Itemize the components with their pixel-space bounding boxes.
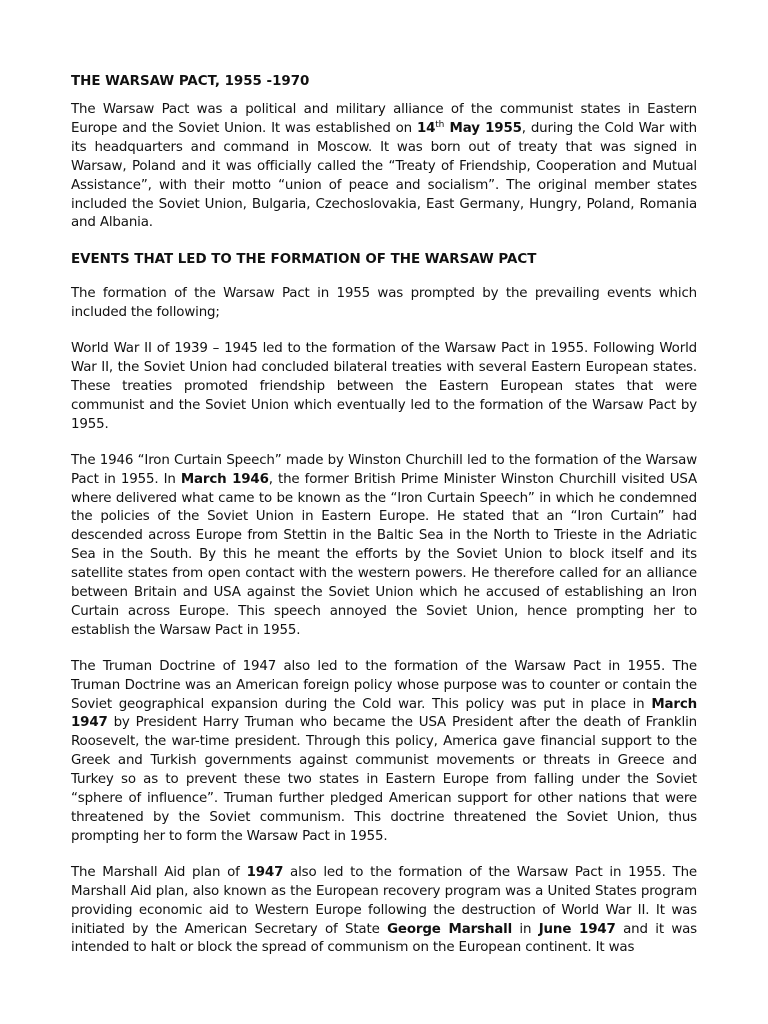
marshall-date: June 1947 bbox=[538, 921, 616, 937]
marshall-text-4: and it was intended to halt or block the spread of communism on the European continent. It was bbox=[71, 921, 697, 956]
marshall-name: George Marshall bbox=[387, 921, 513, 937]
section-heading: EVENTS THAT LED TO THE FORMATION OF THE WARSAW PACT bbox=[71, 252, 537, 268]
intro-date-month: May 1955 bbox=[444, 120, 522, 136]
document-title: THE WARSAW PACT, 1955 -1970 bbox=[71, 74, 310, 89]
marshall-paragraph bbox=[71, 864, 697, 959]
intro-paragraph bbox=[71, 101, 697, 233]
iron-text-1: The 1946 “Iron Curtain Speech” made by Winston Churchill led to the formation of the Warsaw Pact in 1955. In bbox=[71, 452, 697, 487]
truman-text-2: by President Harry Truman who became the USA President after the death of Franklin Roosevelt, the war-time president. Through this policy, America gave financial support to the Greek and Turkish governments against communist movements or threats in Greece and Turkey so as to prevent these two states in Eastern Europe from falling under the Soviet “sphere of influence”. Truman further pledged American support for other nations that were threatened by the Soviet communism. This doctrine threatened the Soviet Union, thus prompting her to form the Warsaw Pact in 1955. bbox=[71, 715, 697, 844]
iron-curtain-paragraph bbox=[71, 452, 697, 641]
ww2-paragraph: World War II of 1939 – 1945 led to the formation of the Warsaw Pact in 1955. Following World War II, the Soviet Union had concluded bilateral treaties with several Eastern European states. These treaties promoted friendship between the Eastern European states that were communist and the Soviet Union which eventually led to the formation of the Warsaw Pact by 1955. bbox=[71, 341, 697, 432]
truman-text-1: The Truman Doctrine of 1947 also led to the formation of the Warsaw Pact in 1955. The Truman Doctrine was an American foreign policy whose purpose was to counter or contain the Soviet geographical expansion during the Cold war. This policy was put in place in bbox=[71, 658, 697, 712]
marshall-text-2: also led to the formation of the Warsaw Pact in 1955. The Marshall Aid plan, also known as the European recovery program was a United States program providing economic aid to Western Europe following the destruction of World War II. It was initiated by the American Secretary of State bbox=[71, 864, 698, 937]
marshall-text-1: The Marshall Aid plan of bbox=[71, 864, 247, 880]
marshall-year: 1947 bbox=[246, 864, 284, 880]
iron-text-2: , the former British Prime Minister Winston Churchill visited USA where delivered what came to be known as the “Iron Curtain Speech” in which he condemned the policies of the Soviet Union in Eastern Europe. He stated that an “Iron Curtain” had descended across Europe from Stettin in the Baltic Sea in the North to Trieste in the Adriatic Sea in the South. By this he meant the efforts by the Soviet Union to block itself and its satellite states from open contact with the western powers. He therefore called for an alliance between Britain and USA against the Soviet Union which he accused of establishing an Iron Curtain across Europe. This speech annoyed the Soviet Union, hence prompting her to establish the Warsaw Pact in 1955. bbox=[71, 471, 697, 638]
truman-paragraph bbox=[71, 658, 697, 847]
intro-text-2: , during the Cold War with its headquarters and command in Moscow. It was born out of treaty that was signed in Warsaw, Poland and it was officially called the “Treaty of Friendship, Cooperation and Mutual Assistance”, with their motto “union of peace and socialism”. The original member states included the Soviet Union, Bulgaria, Czechoslovakia, East Germany, Hungry, Poland, Romania and Albania. bbox=[71, 120, 697, 231]
iron-date: March 1946 bbox=[180, 471, 269, 487]
prompted-paragraph: The formation of the Warsaw Pact in 1955 was prompted by the prevailing events which included the following; bbox=[71, 286, 697, 321]
intro-date-day: 14 bbox=[416, 120, 436, 136]
truman-date: March 1947 bbox=[71, 696, 697, 731]
marshall-text-3: in bbox=[512, 921, 539, 937]
intro-date-suffix: th bbox=[435, 119, 445, 130]
intro-text-1: The Warsaw Pact was a political and military alliance of the communist states in Eastern Europe and the Soviet Union. It was established on bbox=[71, 102, 697, 136]
